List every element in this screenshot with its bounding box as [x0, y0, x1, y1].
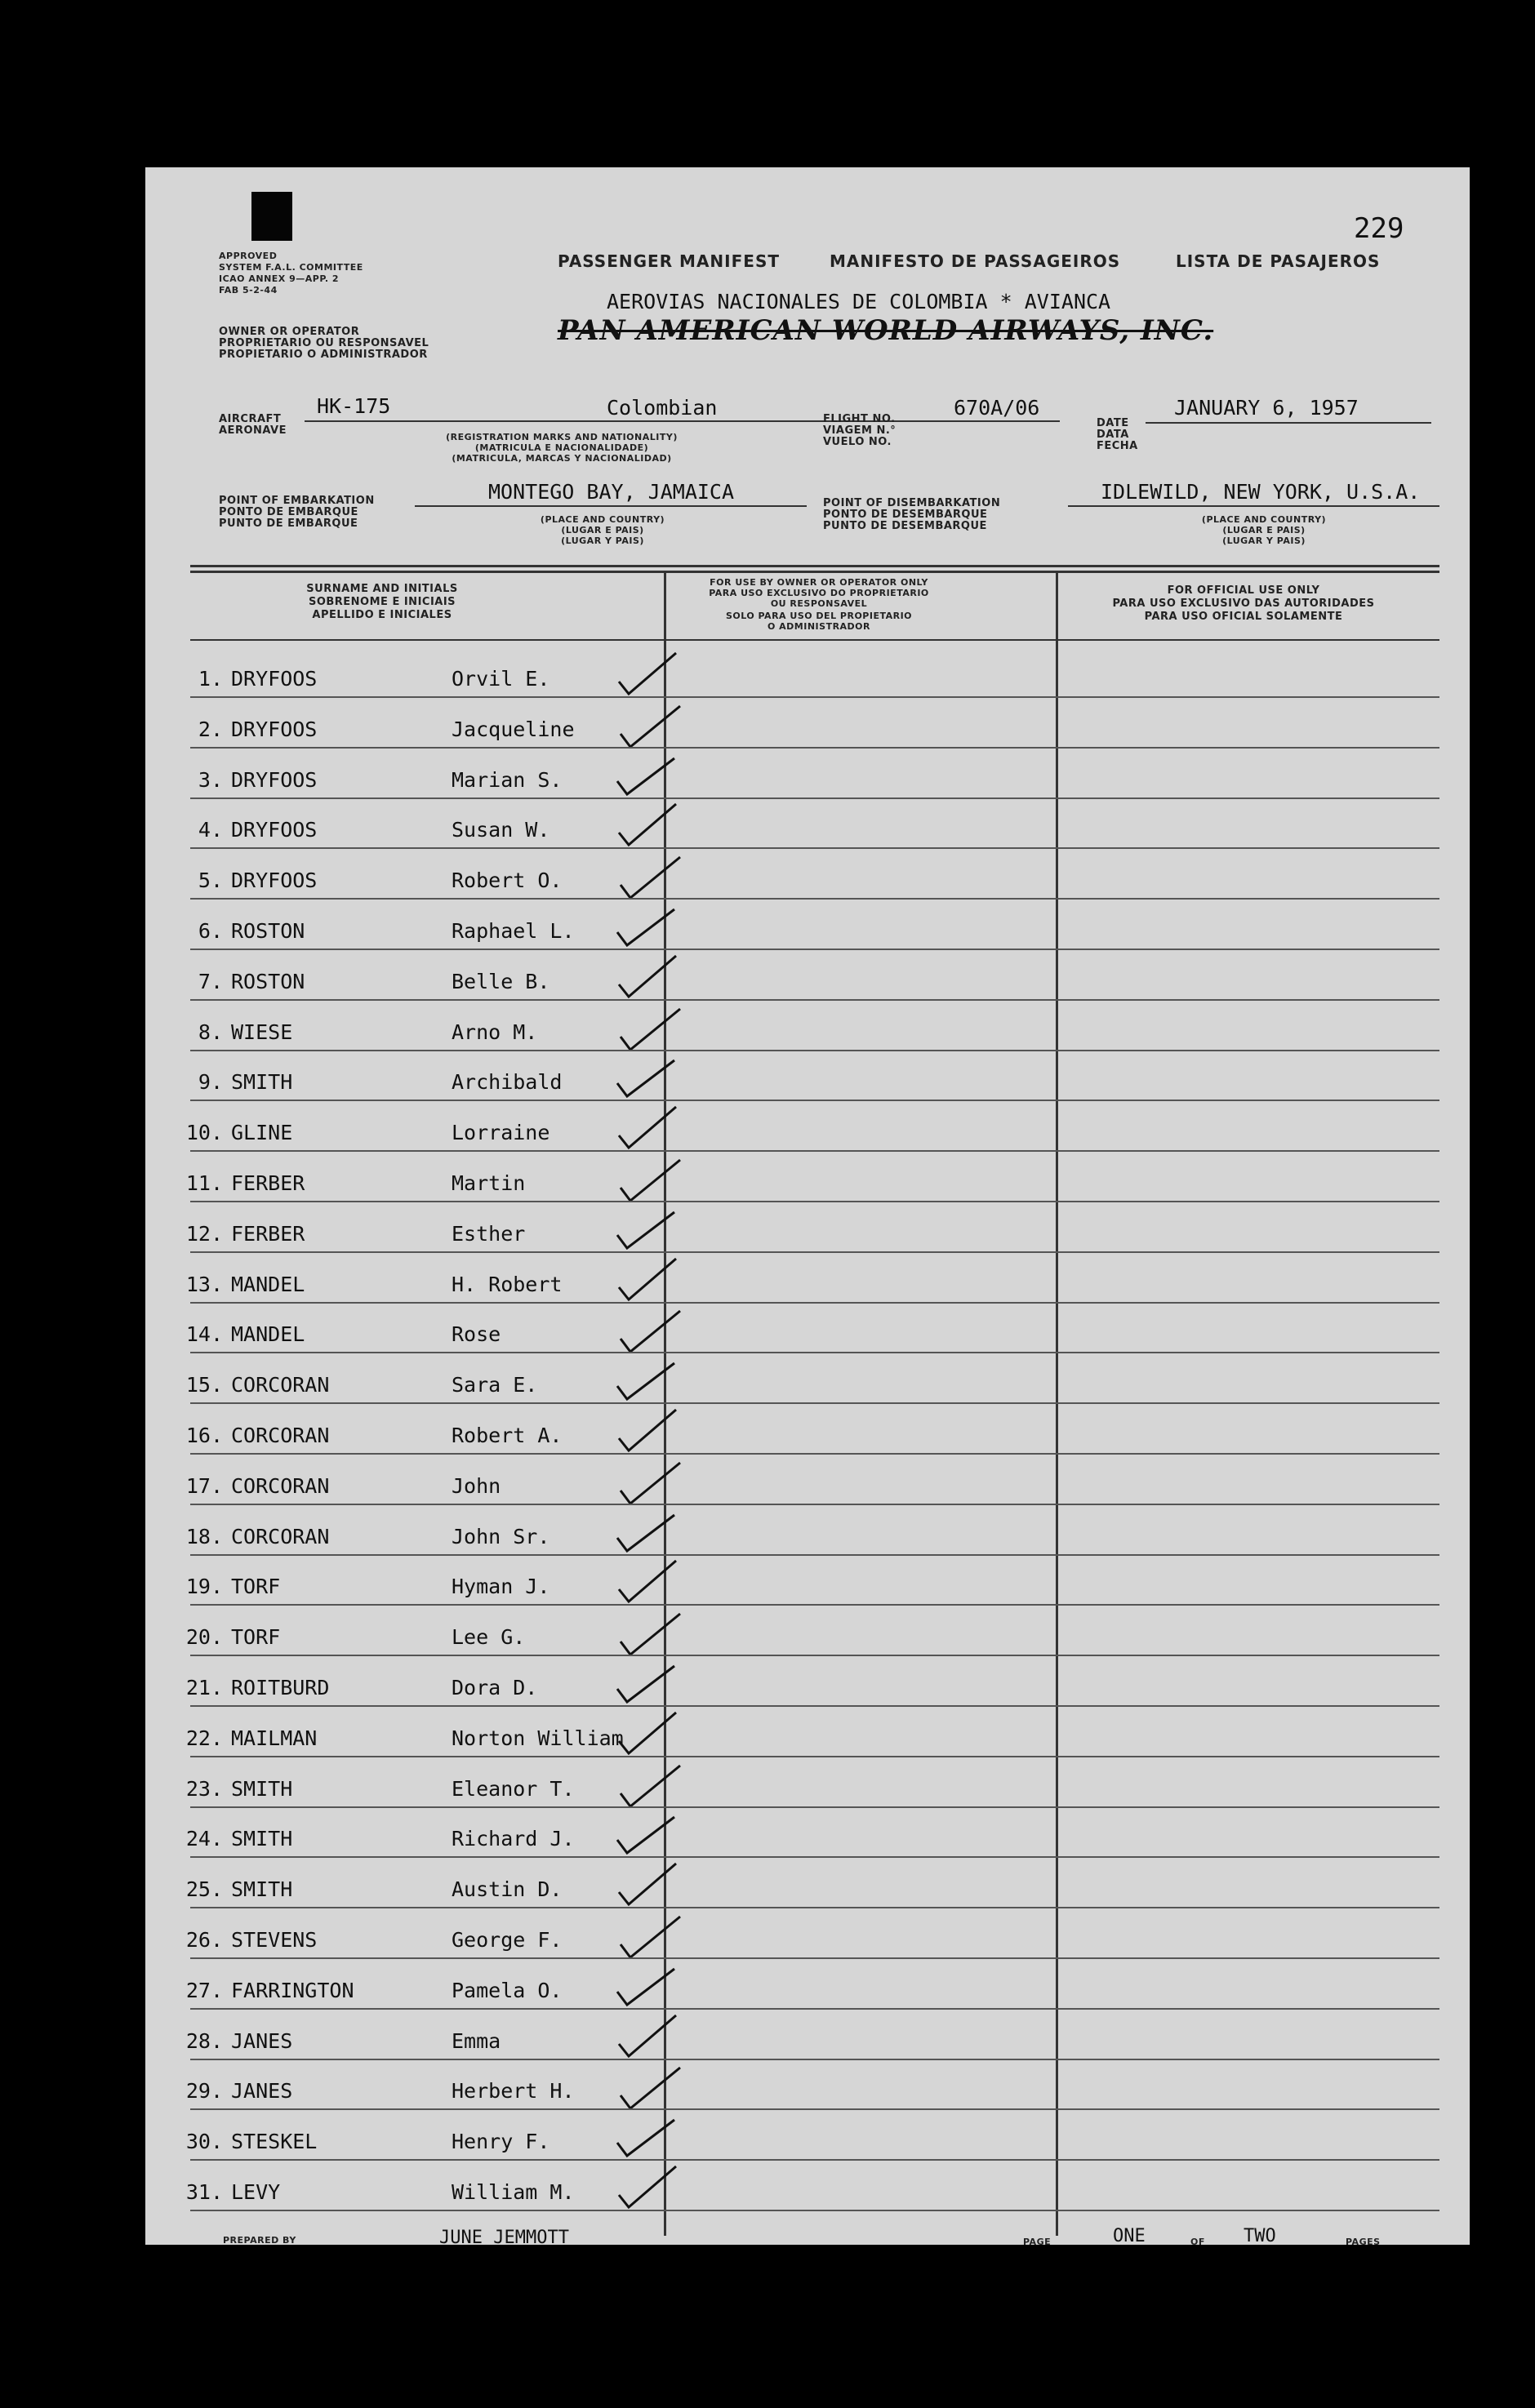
- row-rule: [190, 1554, 1439, 1556]
- title-english: PASSENGER MANIFEST: [558, 251, 780, 271]
- approval-line-3: ICAO ANNEX 9—APP. 2: [219, 273, 340, 284]
- passenger-row: [145, 2130, 1470, 2179]
- date-label-3: FECHA: [1097, 440, 1138, 452]
- passenger-row: [145, 1020, 1470, 1069]
- passenger-surname: FERBER: [231, 1171, 305, 1195]
- passenger-row: [145, 2029, 1470, 2078]
- row-rule: [190, 1604, 1439, 1606]
- passenger-given-name: Archibald: [452, 1070, 563, 1094]
- passenger-given-name: Dora D.: [452, 1676, 538, 1699]
- aircraft-nationality: Colombian: [607, 396, 718, 420]
- passenger-given-name: Jacqueline: [452, 718, 575, 741]
- passenger-surname: GLINE: [231, 1121, 293, 1144]
- passenger-surname: CORCORAN: [231, 1525, 330, 1548]
- passenger-given-name: Herbert H.: [452, 2079, 575, 2103]
- passenger-surname: MAILMAN: [231, 1726, 318, 1750]
- passenger-given-name: Esther: [452, 1222, 526, 1246]
- embark-underline: [415, 505, 807, 507]
- manifest-document: [145, 167, 1470, 2245]
- date-label-2: DATA: [1097, 429, 1129, 441]
- passenger-surname: CORCORAN: [231, 1424, 330, 1447]
- passenger-number: 16.: [185, 1424, 223, 1447]
- passenger-given-name: John: [452, 1474, 501, 1498]
- passenger-given-name: H. Robert: [452, 1273, 563, 1296]
- disembark-sublabel-2: (LUGAR E PAIS): [1222, 525, 1306, 535]
- passenger-row: [145, 919, 1470, 968]
- passenger-number: 2.: [198, 718, 223, 741]
- passenger-surname: LEVY: [231, 2180, 281, 2204]
- owner-label-1: OWNER OR OPERATOR: [219, 326, 360, 338]
- row-rule: [190, 2108, 1439, 2110]
- passenger-given-name: Lorraine: [452, 1121, 550, 1144]
- passenger-row: [145, 1726, 1470, 1775]
- passenger-row: [145, 1676, 1470, 1725]
- row-rule: [190, 1352, 1439, 1353]
- page-number: 229: [1354, 212, 1404, 245]
- row-rule: [190, 1402, 1439, 1404]
- passenger-row: [145, 2079, 1470, 2128]
- binder-clip: [251, 192, 292, 241]
- passenger-row: [145, 1273, 1470, 1322]
- passenger-number: 24.: [185, 1827, 223, 1850]
- row-rule: [190, 898, 1439, 900]
- passenger-given-name: Arno M.: [452, 1020, 538, 1044]
- passenger-surname: DRYFOOS: [231, 667, 318, 691]
- embark-label-1: POINT OF EMBARKATION: [219, 495, 375, 507]
- passenger-given-name: Austin D.: [452, 1877, 563, 1901]
- row-rule: [190, 1806, 1439, 1808]
- passenger-row: [145, 869, 1470, 917]
- passenger-number: 28.: [185, 2029, 223, 2053]
- passenger-number: 1.: [198, 667, 223, 691]
- col-official-header-3: PARA USO OFICIAL SOLAMENTE: [1144, 611, 1343, 623]
- operator-printed-struck: PAN AMERICAN WORLD AIRWAYS, INC.: [558, 314, 1214, 347]
- row-rule: [190, 2210, 1439, 2211]
- passenger-row: [145, 1070, 1470, 1119]
- passenger-given-name: Sara E.: [452, 1373, 538, 1397]
- passenger-row: [145, 718, 1470, 766]
- passenger-given-name: John Sr.: [452, 1525, 550, 1548]
- col-official-header-1: FOR OFFICIAL USE ONLY: [1167, 584, 1320, 597]
- approval-line-2: SYSTEM F.A.L. COMMITTEE: [219, 262, 363, 273]
- embark-sublabel-1: (PLACE AND COUNTRY): [540, 514, 665, 525]
- row-rule: [190, 1302, 1439, 1304]
- passenger-number: 18.: [185, 1525, 223, 1548]
- row-rule: [190, 1453, 1439, 1455]
- passenger-given-name: Raphael L.: [452, 919, 575, 943]
- passenger-given-name: Hyman J.: [452, 1575, 550, 1598]
- col-owner-header-2: PARA USO EXCLUSIVO DO PROPRIETARIO: [709, 588, 929, 598]
- passenger-given-name: Emma: [452, 2029, 501, 2053]
- reg-sublabel-3: (MATRICULA, MARCAS Y NACIONALIDAD): [452, 453, 672, 464]
- disembark-sublabel-3: (LUGAR Y PAIS): [1222, 535, 1306, 546]
- aircraft-registration: HK-175: [317, 394, 391, 418]
- row-rule: [190, 797, 1439, 799]
- passenger-number: 12.: [185, 1222, 223, 1246]
- col-owner-header-4: SOLO PARA USO DEL PROPIETARIO: [725, 611, 913, 621]
- passenger-given-name: Lee G.: [452, 1625, 526, 1649]
- passenger-surname: MANDEL: [231, 1273, 305, 1296]
- passenger-given-name: Martin: [452, 1171, 526, 1195]
- pages-label: PAGES: [1346, 2237, 1381, 2245]
- flight-label-1: FLIGHT NO.: [823, 413, 896, 425]
- disembark-label-2: PONTO DE DESEMBARQUE: [823, 509, 988, 521]
- row-rule: [190, 1150, 1439, 1152]
- passenger-number: 25.: [185, 1877, 223, 1901]
- passenger-row: [145, 970, 1470, 1019]
- passenger-row: [145, 1121, 1470, 1170]
- passenger-number: 23.: [185, 1777, 223, 1801]
- disembarkation-value: IDLEWILD, NEW YORK, U.S.A.: [1101, 480, 1421, 504]
- passenger-row: [145, 1322, 1470, 1371]
- approval-line-1: APPROVED: [219, 251, 278, 261]
- embark-label-2: PONTO DE EMBARQUE: [219, 506, 358, 518]
- passenger-number: 22.: [185, 1726, 223, 1750]
- reg-sublabel-2: (MATRICULA E NACIONALIDADE): [474, 442, 649, 453]
- table-top-rule-2: [190, 571, 1439, 573]
- passenger-given-name: Pamela O.: [452, 1979, 563, 2002]
- passenger-given-name: Susan W.: [452, 818, 550, 842]
- passenger-surname: SMITH: [231, 1070, 293, 1094]
- row-rule: [190, 1705, 1439, 1707]
- passenger-number: 29.: [185, 2079, 223, 2103]
- passenger-number: 10.: [185, 1121, 223, 1144]
- title-spanish: LISTA DE PASAJEROS: [1176, 251, 1381, 271]
- passenger-number: 5.: [198, 869, 223, 892]
- passenger-row: [145, 1222, 1470, 1271]
- passenger-number: 17.: [185, 1474, 223, 1498]
- passenger-row: [145, 1877, 1470, 1926]
- row-rule: [190, 1050, 1439, 1051]
- passenger-surname: TORF: [231, 1625, 281, 1649]
- passenger-number: 7.: [198, 970, 223, 993]
- row-rule: [190, 999, 1439, 1001]
- row-rule: [190, 1957, 1439, 1959]
- passenger-given-name: Orvil E.: [452, 667, 550, 691]
- aircraft-label-1: AIRCRAFT: [219, 413, 282, 425]
- col-names-header-1: SURNAME AND INITIALS: [306, 583, 458, 595]
- passenger-number: 14.: [185, 1322, 223, 1346]
- col-owner-header-5: O ADMINISTRADOR: [767, 621, 871, 632]
- passenger-given-name: Eleanor T.: [452, 1777, 575, 1801]
- passenger-surname: ROSTON: [231, 970, 305, 993]
- embark-sublabel-3: (LUGAR Y PAIS): [561, 535, 644, 546]
- row-rule: [190, 1100, 1439, 1101]
- row-rule: [190, 747, 1439, 749]
- passenger-surname: CORCORAN: [231, 1474, 330, 1498]
- col-owner-header-1: FOR USE BY OWNER OR OPERATOR ONLY: [710, 577, 928, 588]
- passenger-surname: SMITH: [231, 1827, 293, 1850]
- flight-label-2: VIAGEM N.°: [823, 424, 897, 437]
- passenger-given-name: Richard J.: [452, 1827, 575, 1850]
- passenger-row: [145, 2180, 1470, 2229]
- passenger-number: 30.: [185, 2130, 223, 2153]
- passenger-row: [145, 1777, 1470, 1826]
- disembark-sublabel-1: (PLACE AND COUNTRY): [1201, 514, 1327, 525]
- reg-sublabel-1: (REGISTRATION MARKS AND NATIONALITY): [446, 432, 678, 442]
- passenger-number: 11.: [185, 1171, 223, 1195]
- passenger-row: [145, 1171, 1470, 1220]
- passenger-number: 4.: [198, 818, 223, 842]
- col-names-header-2: SOBRENOME E INICIAIS: [308, 596, 456, 608]
- passenger-surname: SMITH: [231, 1877, 293, 1901]
- passenger-row: [145, 1928, 1470, 1977]
- passenger-number: 20.: [185, 1625, 223, 1649]
- passenger-number: 21.: [185, 1676, 223, 1699]
- header-bottom-rule: [190, 639, 1439, 641]
- passenger-given-name: Marian S.: [452, 768, 563, 792]
- row-rule: [190, 2159, 1439, 2161]
- passenger-given-name: Henry F.: [452, 2130, 550, 2153]
- row-rule: [190, 1856, 1439, 1858]
- passenger-number: 26.: [185, 1928, 223, 1952]
- passenger-row: [145, 667, 1470, 716]
- date-label-1: DATE: [1097, 417, 1129, 429]
- prepared-by-value: JUNE JEMMOTT: [439, 2228, 569, 2245]
- title-portuguese: MANIFESTO DE PASSAGEIROS: [830, 251, 1121, 271]
- passenger-surname: FARRINGTON: [231, 1979, 354, 2002]
- disembark-underline: [1068, 505, 1439, 507]
- passenger-number: 31.: [185, 2180, 223, 2204]
- row-rule: [190, 949, 1439, 950]
- col-official-header-2: PARA USO EXCLUSIVO DAS AUTORIDADES: [1112, 598, 1375, 610]
- passenger-surname: WIESE: [231, 1020, 293, 1044]
- disembark-label-3: PUNTO DE DESEMBARQUE: [823, 520, 987, 532]
- owner-label-2: PROPRIETARIO OU RESPONSAVEL: [219, 337, 429, 349]
- passenger-surname: CORCORAN: [231, 1373, 330, 1397]
- passenger-given-name: George F.: [452, 1928, 563, 1952]
- approval-line-4: FAB 5-2-44: [219, 285, 278, 295]
- passenger-row: [145, 1575, 1470, 1624]
- passenger-surname: FERBER: [231, 1222, 305, 1246]
- row-rule: [190, 847, 1439, 849]
- page-label: PAGE: [1023, 2237, 1052, 2245]
- flight-label-3: VUELO NO.: [823, 436, 892, 448]
- passenger-number: 9.: [198, 1070, 223, 1094]
- passenger-number: 19.: [185, 1575, 223, 1598]
- passenger-number: 27.: [185, 1979, 223, 2002]
- passenger-surname: MANDEL: [231, 1322, 305, 1346]
- owner-label-3: PROPIETARIO O ADMINISTRADOR: [219, 349, 428, 361]
- passenger-number: 6.: [198, 919, 223, 943]
- row-rule: [190, 2059, 1439, 2060]
- row-rule: [190, 1655, 1439, 1656]
- passenger-surname: DRYFOOS: [231, 818, 318, 842]
- page-value: ONE: [1113, 2226, 1146, 2245]
- passenger-given-name: Robert O.: [452, 869, 563, 892]
- passenger-number: 3.: [198, 768, 223, 792]
- passenger-number: 8.: [198, 1020, 223, 1044]
- embarkation-value: MONTEGO BAY, JAMAICA: [488, 480, 735, 504]
- of-value: TWO: [1244, 2226, 1276, 2245]
- passenger-row: [145, 768, 1470, 817]
- passenger-surname: SMITH: [231, 1777, 293, 1801]
- table-top-rule-1: [190, 565, 1439, 567]
- embark-label-3: PUNTO DE EMBARQUE: [219, 518, 358, 530]
- flight-number: 670A/06: [954, 396, 1040, 420]
- passenger-given-name: Robert A.: [452, 1424, 563, 1447]
- disembark-label-1: POINT OF DISEMBARKATION: [823, 497, 1001, 509]
- passenger-surname: DRYFOOS: [231, 869, 318, 892]
- passenger-row: [145, 1373, 1470, 1422]
- passenger-surname: TORF: [231, 1575, 281, 1598]
- passenger-given-name: Norton William: [452, 1726, 624, 1750]
- passenger-row: [145, 1625, 1470, 1674]
- row-rule: [190, 1907, 1439, 1908]
- passenger-given-name: William M.: [452, 2180, 575, 2204]
- passenger-surname: JANES: [231, 2029, 293, 2053]
- flight-underline: [913, 420, 1060, 422]
- col-owner-header-3: OU RESPONSAVEL: [770, 598, 868, 609]
- row-rule: [190, 696, 1439, 698]
- passenger-row: [145, 818, 1470, 867]
- operator-typed: AEROVIAS NACIONALES DE COLOMBIA * AVIANCA: [607, 290, 1111, 313]
- passenger-row: [145, 1525, 1470, 1574]
- passenger-row: [145, 1424, 1470, 1473]
- passenger-row: [145, 1827, 1470, 1876]
- passenger-given-name: Belle B.: [452, 970, 550, 993]
- passenger-number: 13.: [185, 1273, 223, 1296]
- passenger-number: 15.: [185, 1373, 223, 1397]
- row-rule: [190, 2008, 1439, 2010]
- prepared-by-label: PREPARED BY: [223, 2235, 296, 2245]
- passenger-row: [145, 1474, 1470, 1523]
- passenger-surname: DRYFOOS: [231, 768, 318, 792]
- embark-sublabel-2: (LUGAR E PAIS): [561, 525, 644, 535]
- row-rule: [190, 1756, 1439, 1757]
- date-underline: [1146, 422, 1431, 424]
- date-value: JANUARY 6, 1957: [1174, 396, 1359, 420]
- passenger-row: [145, 1979, 1470, 2028]
- passenger-given-name: Rose: [452, 1322, 501, 1346]
- passenger-surname: ROSTON: [231, 919, 305, 943]
- passenger-surname: ROITBURD: [231, 1676, 330, 1699]
- passenger-surname: STEVENS: [231, 1928, 318, 1952]
- row-rule: [190, 1201, 1439, 1202]
- passenger-surname: STESKEL: [231, 2130, 318, 2153]
- passenger-surname: JANES: [231, 2079, 293, 2103]
- of-label: OF: [1190, 2237, 1205, 2245]
- aircraft-label-2: AERONAVE: [219, 424, 287, 437]
- row-rule: [190, 1251, 1439, 1253]
- passenger-surname: DRYFOOS: [231, 718, 318, 741]
- col-names-header-3: APELLIDO E INICIALES: [312, 609, 452, 621]
- row-rule: [190, 1504, 1439, 1505]
